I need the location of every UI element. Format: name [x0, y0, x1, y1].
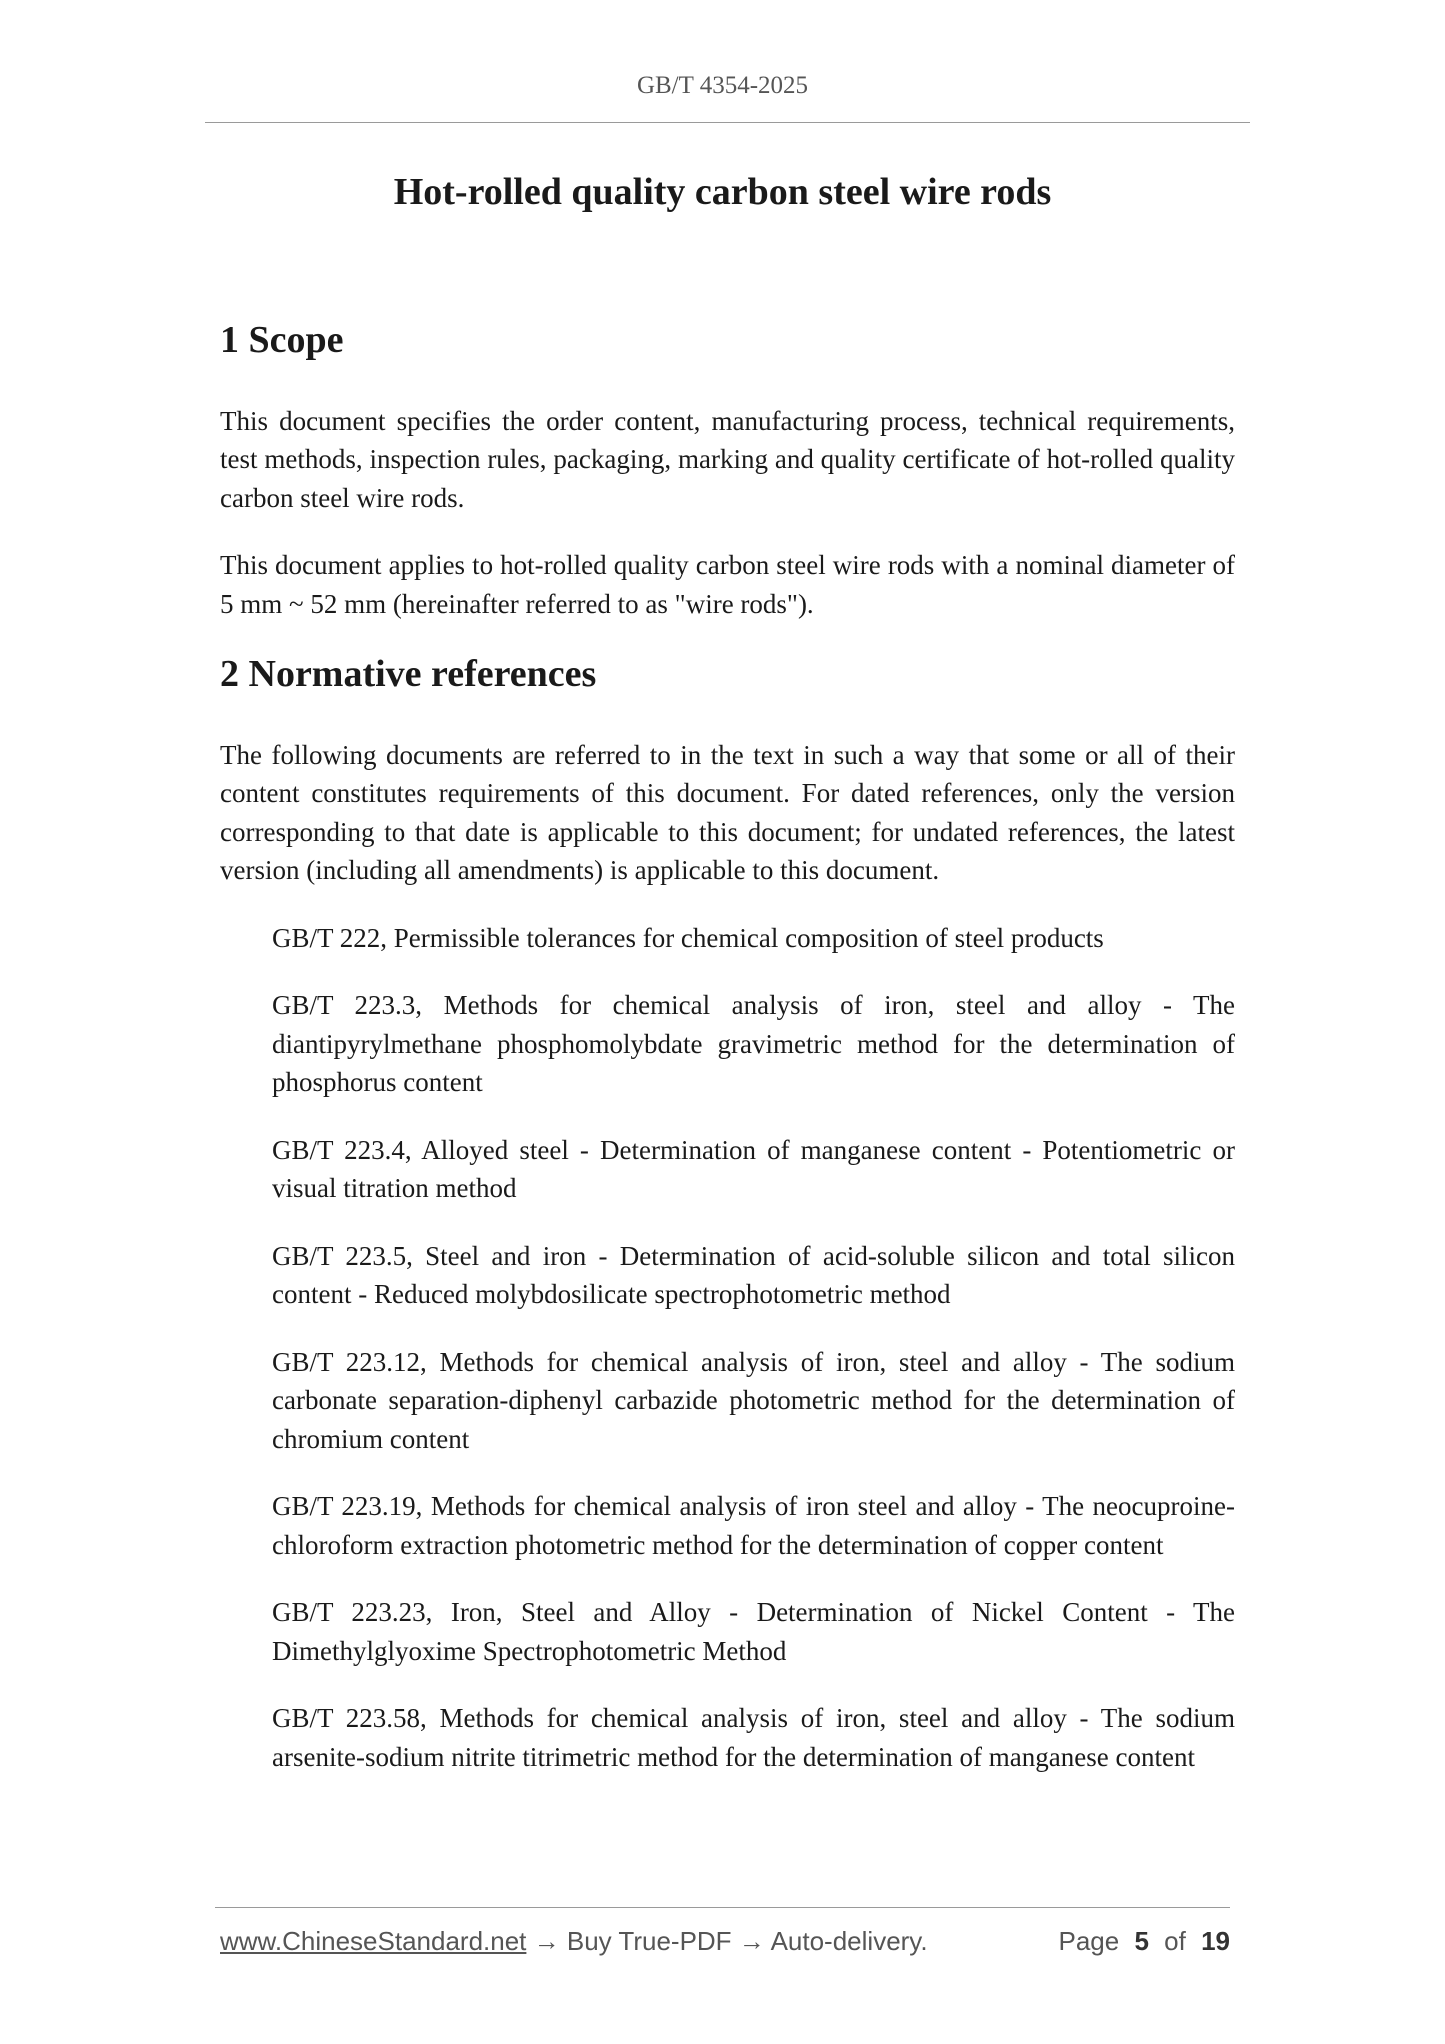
reference-item: GB/T 223.19, Methods for chemical analysis of iron steel and alloy - The neocuproine-chloroform extraction photometric method for the determination of copper content: [272, 1491, 1235, 1560]
reference-item: GB/T 223.4, Alloyed steel - Determination of manganese content - Potentiometric or visual titration method: [272, 1134, 1235, 1204]
reference-item: GB/T 223.58, Methods for chemical analysis of iron, steel and alloy - The sodium arsenite-sodium nitrite titrimetric method for the determination of manganese content: [272, 1703, 1235, 1772]
page-word: Page: [1058, 1926, 1120, 1956]
page-indicator: [1058, 1926, 1230, 1957]
reference-item: GB/T 223.5, Steel and iron - Determination of acid-soluble silicon and total silicon content - Reduced molybdosilicate spectrophotometric method: [272, 1240, 1235, 1310]
document-body: [220, 318, 1235, 1805]
section-normative-references: [220, 652, 1235, 1776]
normative-intro: The following documents are referred to in the text in such a way that some or all of their content constitutes requirements of this document. For dated references, only the version corresponding to that date is applicable to this document; for undated references, the latest version (including all amendments) is applicable to this document.: [220, 739, 1235, 886]
site-link[interactable]: www.ChineseStandard.net: [220, 1926, 527, 1956]
reference-item: GB/T 222, Permissible tolerances for chemical composition of steel products: [272, 922, 1104, 953]
page-footer: [220, 1926, 1230, 1957]
page-total: 19: [1201, 1926, 1230, 1956]
reference-item: GB/T 223.3, Methods for chemical analysis of iron, steel and alloy - The diantipyrylmethane phosphomolybdate gravimetric method for the determination of phosphorus content: [272, 990, 1235, 1098]
reference-item: GB/T 223.23, Iron, Steel and Alloy - Determination of Nickel Content - The Dimethylglyoxime Spectrophotometric Method: [272, 1597, 1235, 1666]
reference-item: GB/T 223.12, Methods for chemical analysis of iron, steel and alloy - The sodium carbonate separation-diphenyl carbazide photometric method for the determination of chromium content: [272, 1346, 1235, 1454]
footer-divider: [215, 1907, 1230, 1908]
running-header: GB/T 4354-2025: [636, 72, 809, 99]
section-heading-scope: 1 Scope: [220, 319, 344, 361]
section-heading-normative: 2 Normative references: [220, 653, 597, 696]
footer-tagline: → Buy True-PDF → Auto-delivery.: [526, 1926, 928, 1956]
section-scope: [220, 318, 1235, 623]
footer-promo: [220, 1926, 928, 1957]
scope-paragraph-1: This document specifies the order content, manufacturing process, technical requirements, test methods, inspection rules, packaging, marking and quality certificate of hot-rolled quality carbon steel wire rods.: [220, 405, 1235, 513]
of-word: of: [1164, 1926, 1186, 1956]
page-current: 5: [1134, 1926, 1149, 1956]
scope-paragraph-2: This document applies to hot-rolled quality carbon steel wire rods with a nominal diameter of 5 mm ~ 52 mm (hereinafter referred to as "wire rods").: [220, 550, 1235, 619]
header-divider: [205, 122, 1250, 123]
reference-list: [220, 919, 1235, 1777]
document-title: Hot-rolled quality carbon steel wire rods: [393, 171, 1052, 213]
